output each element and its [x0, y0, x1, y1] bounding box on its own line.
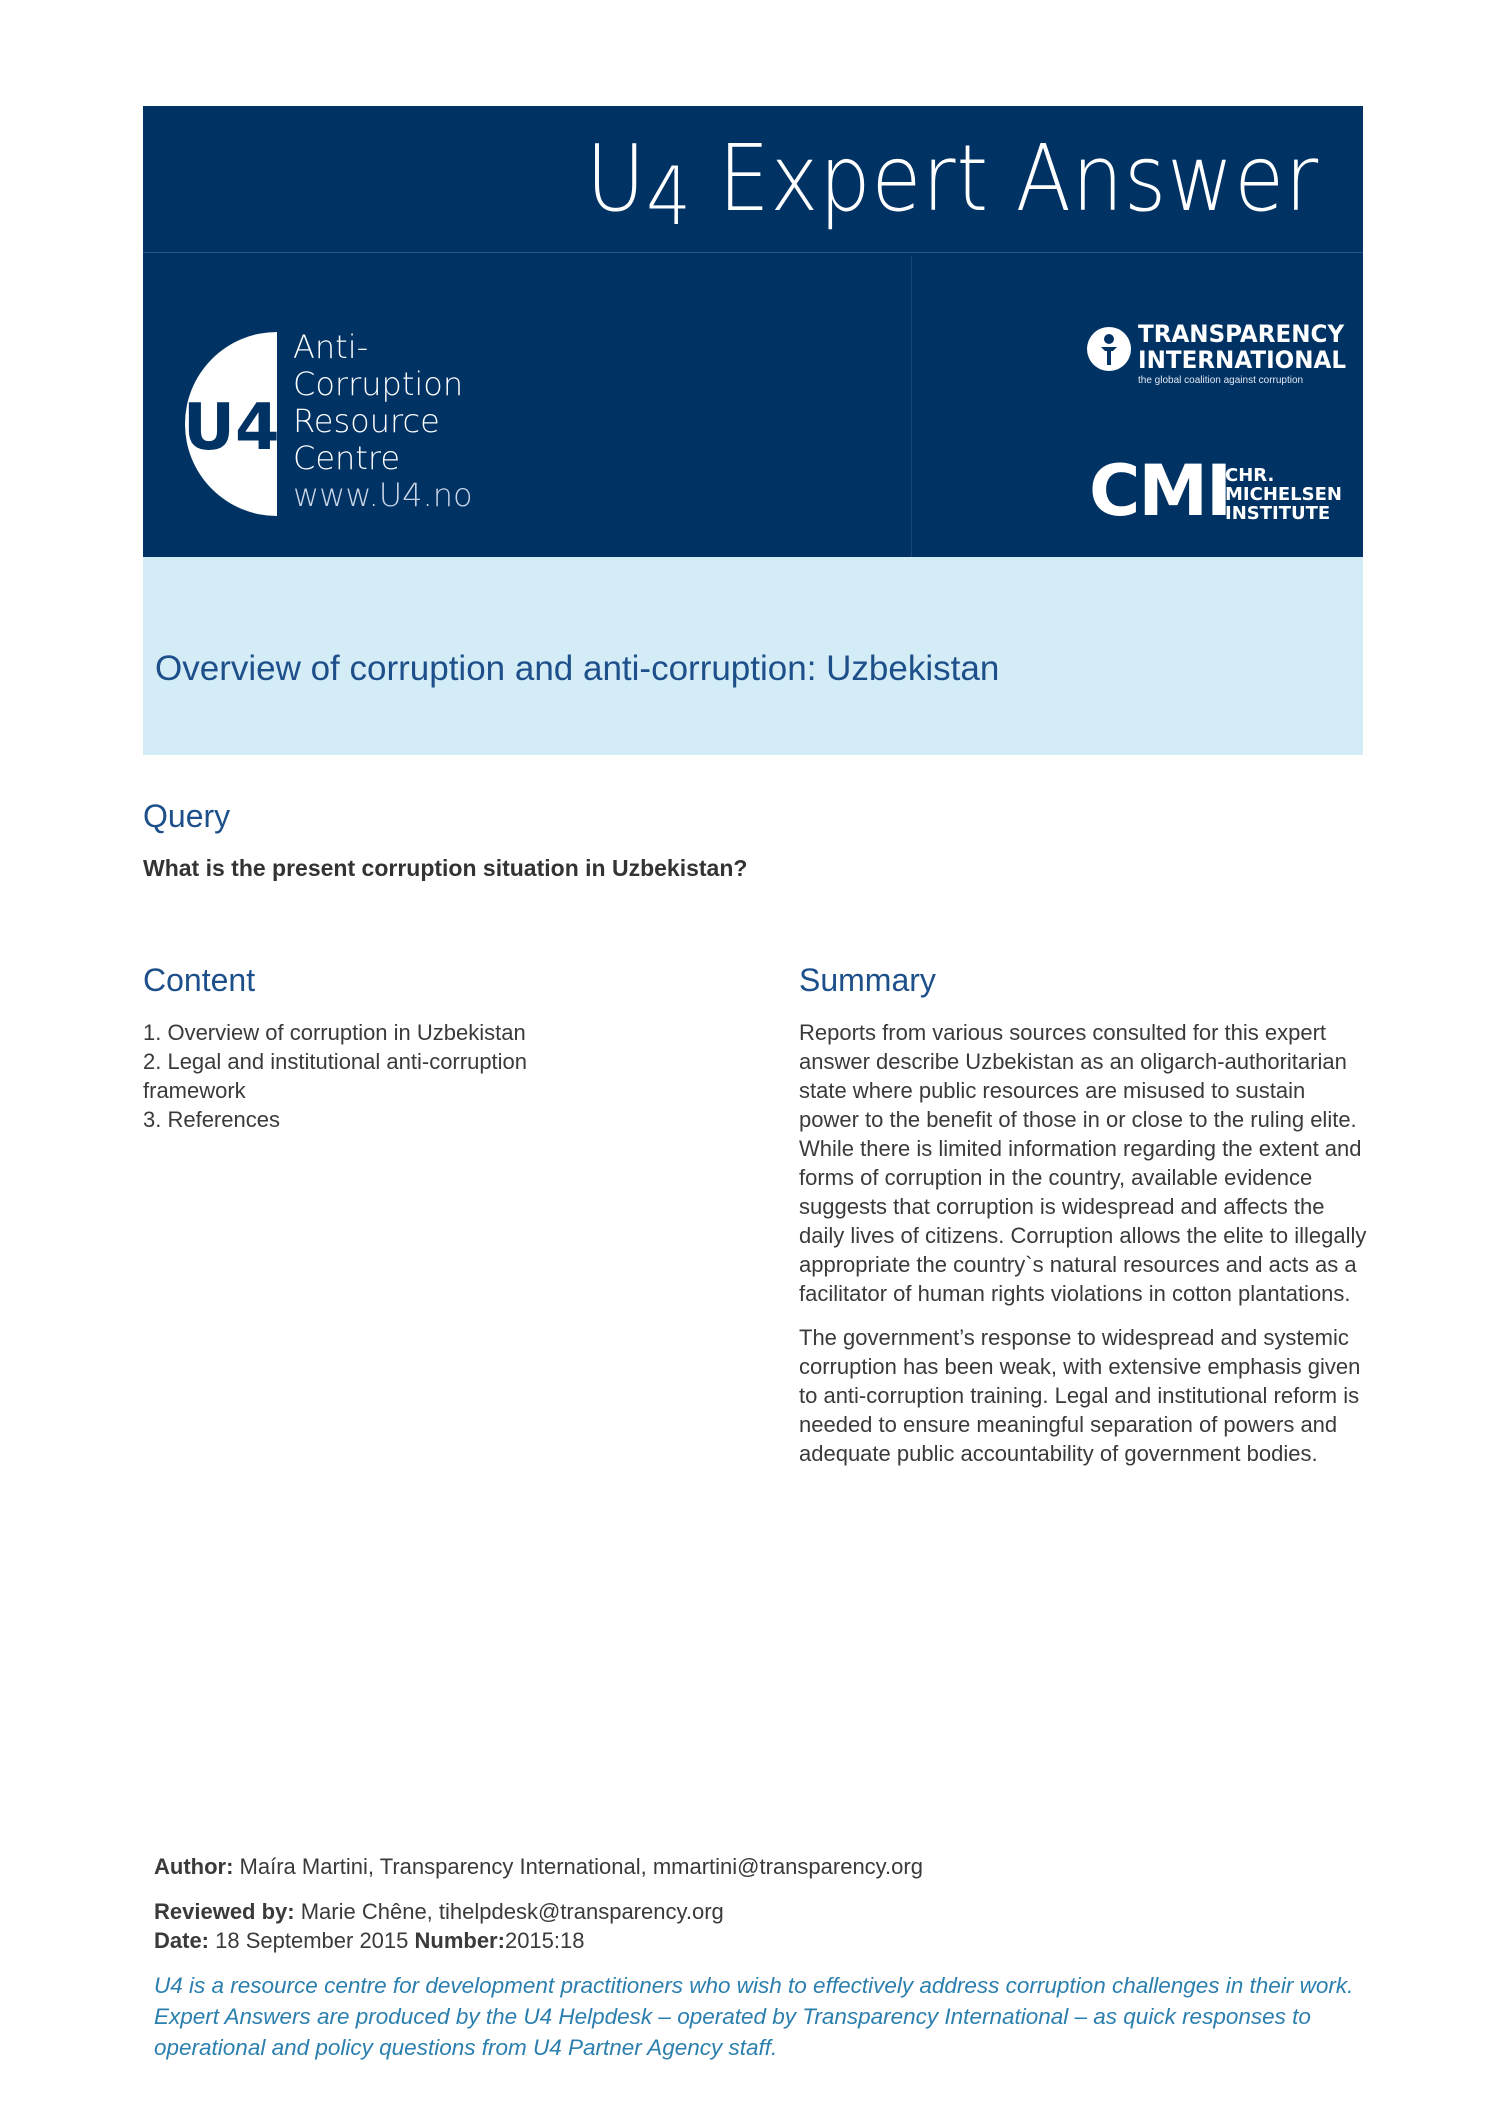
- ti-emblem-icon: [1085, 325, 1133, 373]
- summary-heading: Summary: [799, 962, 936, 998]
- u4-website: www.U4.no: [293, 476, 473, 514]
- reviewed-line: Reviewed by: Marie Chêne, tihelpdesk@transparency.org: [154, 1899, 724, 1924]
- ti-name: TRANSPARENCY INTERNATIONAL: [1138, 320, 1347, 374]
- cmi-abbreviation: CMI: [1089, 450, 1231, 532]
- header-divider: [143, 252, 1363, 253]
- document-title: Overview of corruption and anti-corruption: Uzbekistan: [155, 649, 1000, 688]
- content-heading: Content: [143, 962, 256, 998]
- about-u4-text: U4 is a resource centre for development practitioners who wish to effectively address corruption challenges in their work. Expert Answers are produced by the U4 Helpdesk – operated by Transparency International – as quick responses to operational and policy questions from U4 Partner Agency staff.: [154, 1973, 1354, 2060]
- title-band: [143, 557, 1363, 755]
- date-number-line: Date: 18 September 2015 Number:2015:18: [154, 1928, 585, 1953]
- cmi-full-name: CHR. MICHELSEN INSTITUTE: [1225, 465, 1342, 524]
- query-text: What is the present corruption situation in Uzbekistan?: [143, 855, 748, 881]
- content-item: 1. Overview of corruption in Uzbekistan: [143, 1020, 526, 1045]
- content-item: 3. References: [143, 1107, 280, 1132]
- header-banner: [143, 106, 1363, 557]
- header-vertical-divider: [911, 256, 912, 557]
- summary-text: [799, 1018, 1367, 1483]
- summary-paragraph: Reports from various sources consulted for this expert answer describe Uzbekistan as an oligarch-authoritarian state where public resources are misused to sustain power to the benefit of those in or close to the ruling elite. While there is limited information regarding the extent and forms of corruption in the country, available evidence suggests that corruption is widespread and affects the daily lives of citizens. Corruption allows the elite to illegally appropriate the country`s natural resources and acts as a facilitator of human rights violations in cotton plantations.: [799, 1020, 1367, 1306]
- author-line: Author: Maíra Martini, Transparency International, mmartini@transparency.org: [154, 1854, 923, 1879]
- content-list: [143, 1018, 613, 1134]
- ti-tagline: the global coalition against corruption: [1138, 375, 1304, 386]
- u4-logo-wordmark: Anti- Corruption Resource Centre www.U4.no: [293, 328, 473, 514]
- u4-logo-text: U4: [183, 391, 280, 465]
- summary-paragraph: The government’s response to widespread and systemic corruption has been weak, with extensive emphasis given to anti-corruption training. Legal and institutional reform is needed to ensure meaningful separation of powers and adequate public accountability of government bodies.: [799, 1325, 1361, 1466]
- content-item: 2. Legal and institutional anti-corruption framework: [143, 1049, 528, 1103]
- document-footer: [154, 1852, 1384, 2063]
- header-title: U4 Expert Answer: [585, 125, 1319, 243]
- query-heading: Query: [143, 798, 231, 834]
